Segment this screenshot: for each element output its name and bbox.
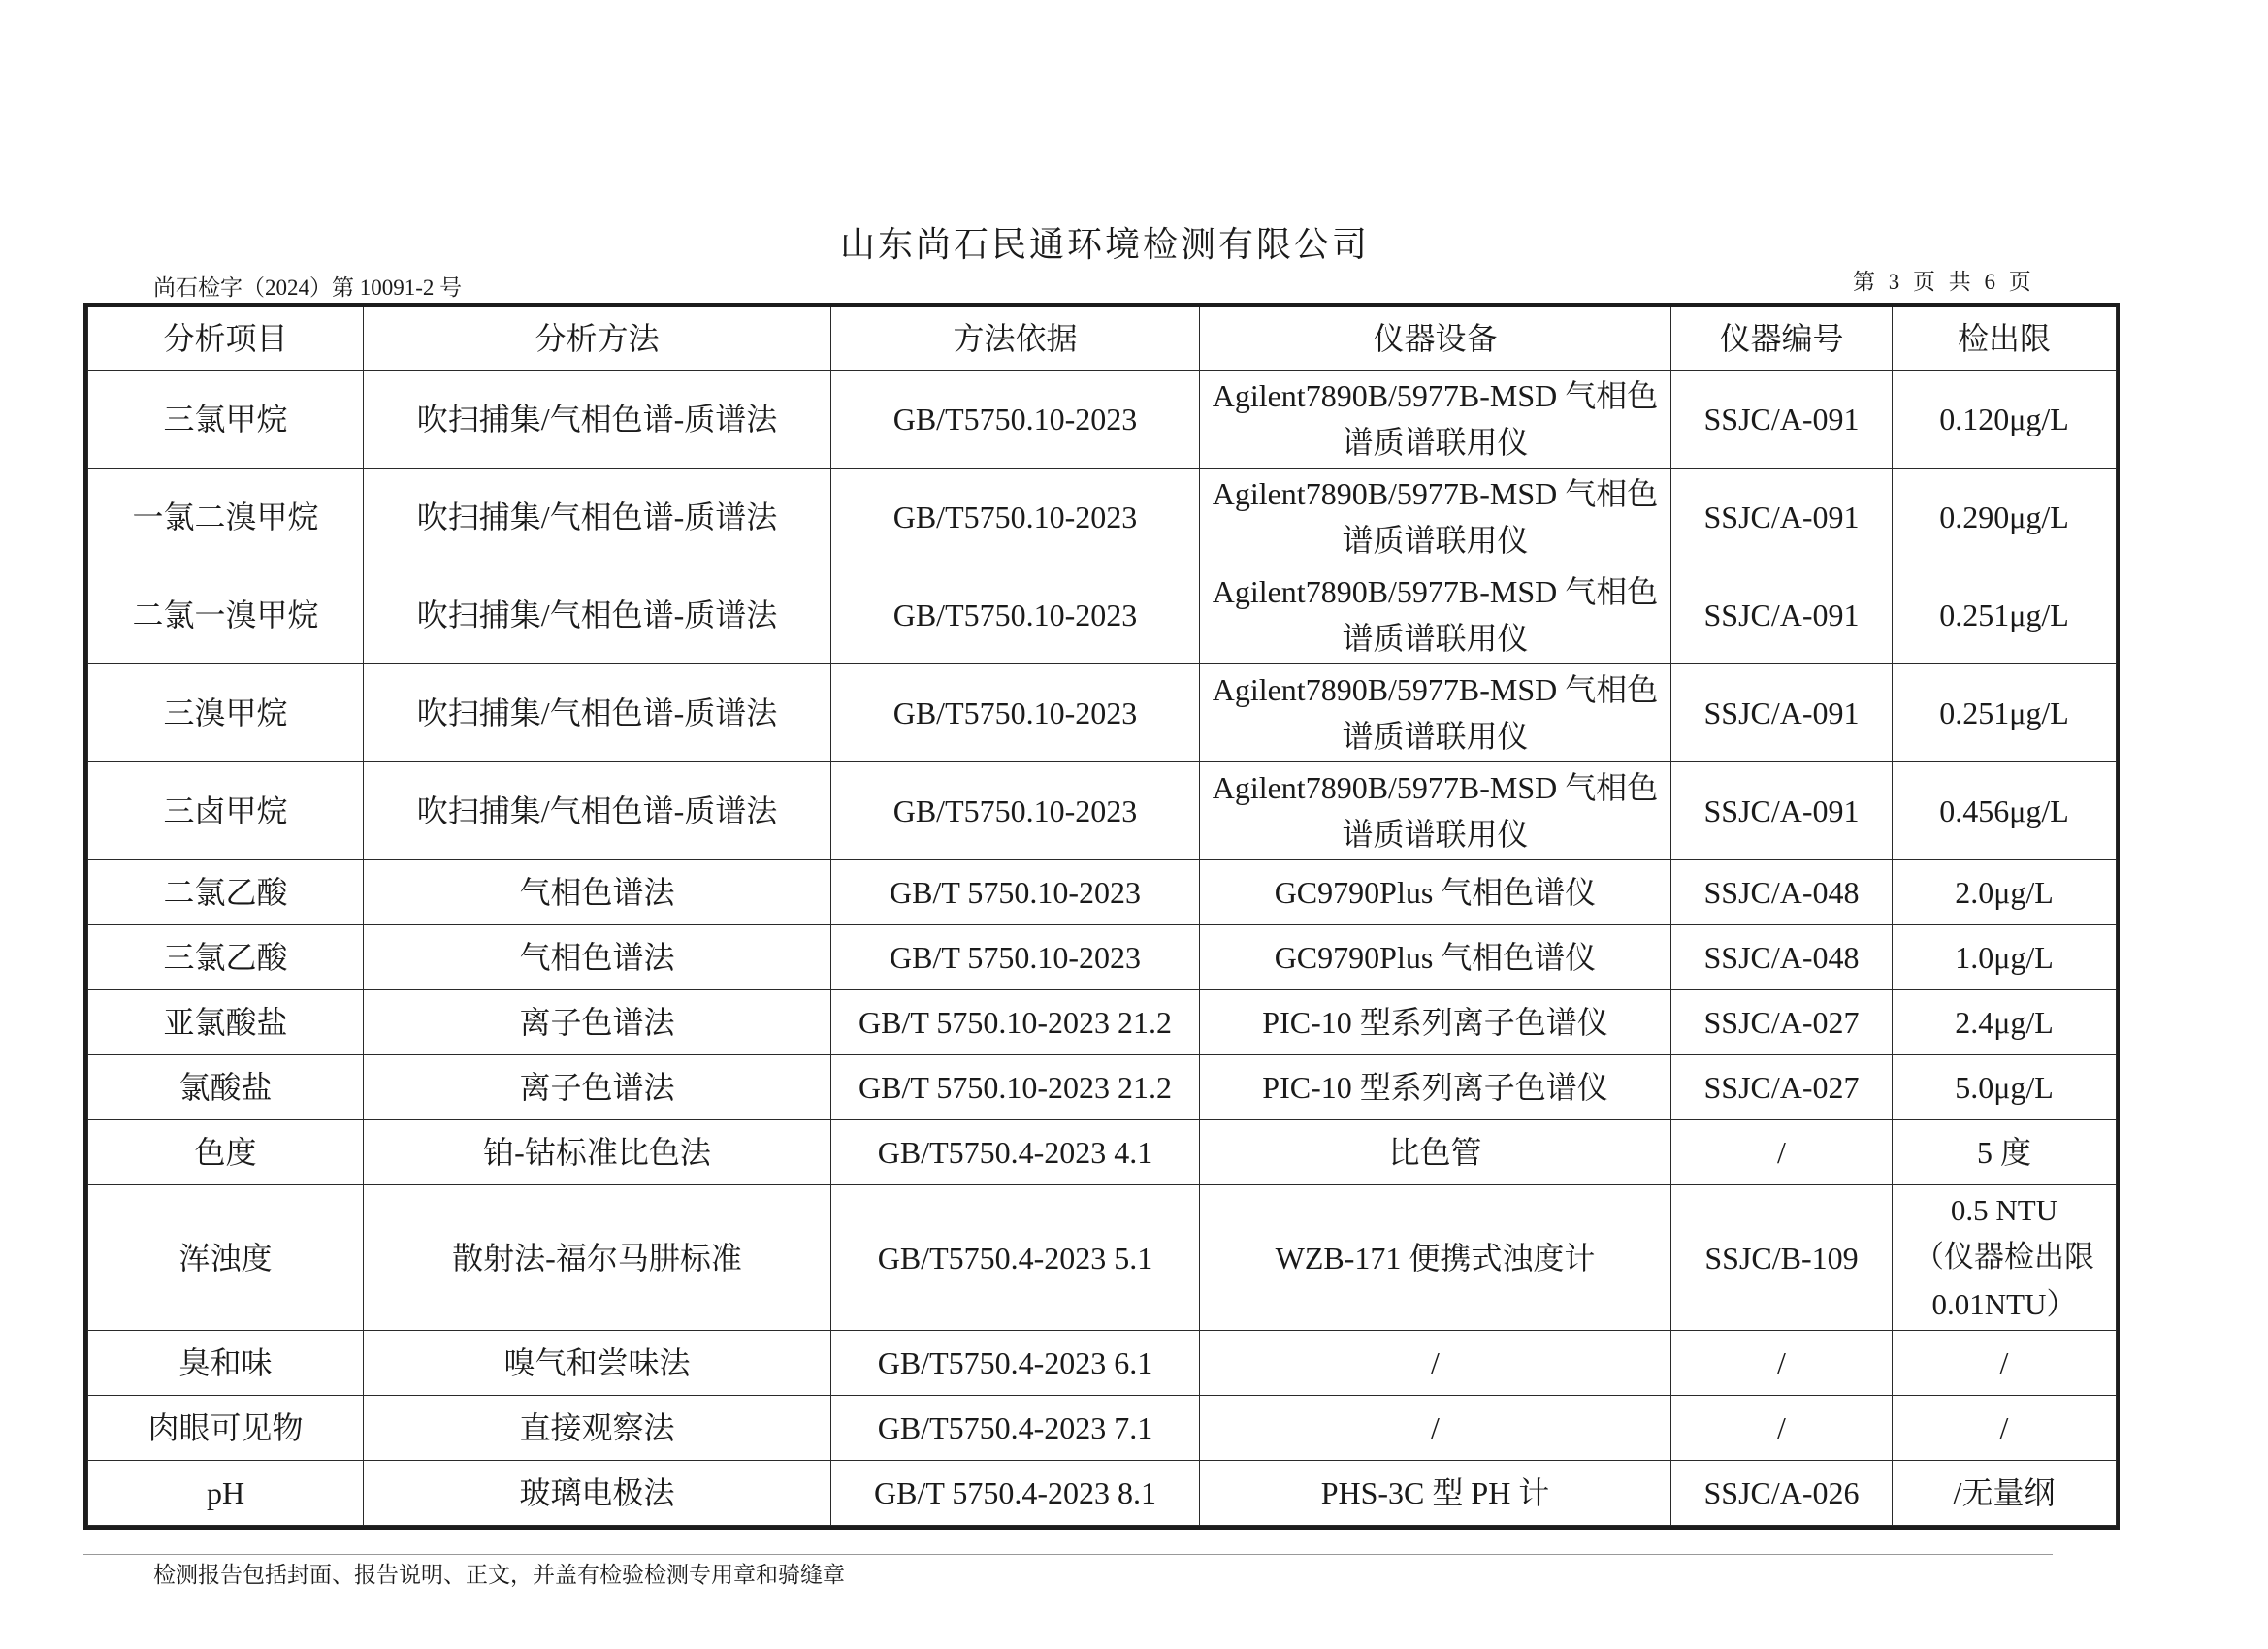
- cell-instrument-no: /: [1671, 1120, 1893, 1185]
- cell-method: 嗅气和尝味法: [364, 1331, 831, 1396]
- cell-instrument: PIC-10 型系列离子色谱仪: [1200, 1055, 1671, 1120]
- cell-method: 直接观察法: [364, 1396, 831, 1461]
- footnote: 检测报告包括封面、报告说明、正文，并盖有检验检测专用章和骑缝章: [153, 1563, 845, 1587]
- cell-limit: 5 度: [1893, 1120, 2117, 1185]
- cell-instrument: GC9790Plus 气相色谱仪: [1200, 860, 1671, 925]
- page-indicator: 第 3 页 共 6 页: [1853, 270, 2035, 294]
- limit-line: 0.5 NTU: [1950, 1193, 2058, 1228]
- cell-instrument: PHS-3C 型 PH 计: [1200, 1461, 1671, 1526]
- table-header-row: [88, 307, 2117, 371]
- cell-limit: /: [1893, 1396, 2117, 1461]
- cell-instrument: Agilent7890B/5977B-MSD 气相色谱质谱联用仪: [1200, 762, 1671, 860]
- cell-instrument: PIC-10 型系列离子色谱仪: [1200, 990, 1671, 1055]
- table-row: [88, 925, 2117, 990]
- cell-item: 三氯乙酸: [88, 925, 364, 990]
- cell-limit: 0.120μg/L: [1893, 371, 2117, 469]
- cell-method: 离子色谱法: [364, 1055, 831, 1120]
- cell-method: 吹扫捕集/气相色谱-质谱法: [364, 371, 831, 469]
- cell-item: 一氯二溴甲烷: [88, 469, 364, 566]
- cell-item: 二氯乙酸: [88, 860, 364, 925]
- cell-basis: GB/T5750.4-2023 4.1: [831, 1120, 1200, 1185]
- cell-basis: GB/T5750.10-2023: [831, 371, 1200, 469]
- header-instrument: 仪器设备: [1200, 307, 1671, 371]
- cell-item: 浑浊度: [88, 1185, 364, 1331]
- cell-basis: GB/T5750.4-2023 7.1: [831, 1396, 1200, 1461]
- cell-basis: GB/T 5750.4-2023 8.1: [831, 1461, 1200, 1526]
- cell-instrument-no: SSJC/A-091: [1671, 664, 1893, 762]
- table-row: [88, 1396, 2117, 1461]
- cell-limit: /无量纲: [1893, 1461, 2117, 1526]
- cell-instrument-no: SSJC/B-109: [1671, 1185, 1893, 1331]
- cell-instrument: Agilent7890B/5977B-MSD 气相色谱质谱联用仪: [1200, 469, 1671, 566]
- cell-method: 吹扫捕集/气相色谱-质谱法: [364, 762, 831, 860]
- analysis-table: [83, 303, 2120, 1530]
- cell-instrument: GC9790Plus 气相色谱仪: [1200, 925, 1671, 990]
- cell-item: 氯酸盐: [88, 1055, 364, 1120]
- header-basis: 方法依据: [831, 307, 1200, 371]
- cell-item: 三氯甲烷: [88, 371, 364, 469]
- table-row: [88, 664, 2117, 762]
- cell-method: 吹扫捕集/气相色谱-质谱法: [364, 566, 831, 664]
- table-row: [88, 1055, 2117, 1120]
- cell-method: 离子色谱法: [364, 990, 831, 1055]
- cell-basis: GB/T5750.10-2023: [831, 664, 1200, 762]
- footnote-divider: [83, 1554, 2053, 1555]
- table-row: [88, 371, 2117, 469]
- header-limit: 检出限: [1893, 307, 2117, 371]
- cell-item: 三卤甲烷: [88, 762, 364, 860]
- cell-instrument: Agilent7890B/5977B-MSD 气相色谱质谱联用仪: [1200, 664, 1671, 762]
- table-row: [88, 990, 2117, 1055]
- cell-method: 玻璃电极法: [364, 1461, 831, 1526]
- cell-item: pH: [88, 1461, 364, 1526]
- table-row: [88, 469, 2117, 566]
- cell-limit: 2.0μg/L: [1893, 860, 2117, 925]
- cell-basis: GB/T 5750.10-2023 21.2: [831, 990, 1200, 1055]
- cell-basis: GB/T 5750.10-2023: [831, 860, 1200, 925]
- cell-instrument-no: SSJC/A-091: [1671, 566, 1893, 664]
- cell-instrument: 比色管: [1200, 1120, 1671, 1185]
- cell-basis: GB/T 5750.10-2023: [831, 925, 1200, 990]
- cell-item: 亚氯酸盐: [88, 990, 364, 1055]
- cell-basis: GB/T5750.4-2023 5.1: [831, 1185, 1200, 1331]
- header-method: 分析方法: [364, 307, 831, 371]
- limit-line: （仪器检出限: [1914, 1240, 2094, 1275]
- cell-instrument-no: SSJC/A-091: [1671, 371, 1893, 469]
- header-instrument-no: 仪器编号: [1671, 307, 1893, 371]
- cell-instrument: Agilent7890B/5977B-MSD 气相色谱质谱联用仪: [1200, 371, 1671, 469]
- cell-item: 二氯一溴甲烷: [88, 566, 364, 664]
- table-row: [88, 1331, 2117, 1396]
- cell-instrument-no: SSJC/A-027: [1671, 990, 1893, 1055]
- cell-limit: 0.456μg/L: [1893, 762, 2117, 860]
- cell-limit: [1893, 1185, 2117, 1331]
- header-item: 分析项目: [88, 307, 364, 371]
- cell-method: 气相色谱法: [364, 860, 831, 925]
- cell-item: 臭和味: [88, 1331, 364, 1396]
- cell-instrument-no: SSJC/A-026: [1671, 1461, 1893, 1526]
- cell-method: 铂-钴标准比色法: [364, 1120, 831, 1185]
- cell-instrument-no: /: [1671, 1331, 1893, 1396]
- cell-item: 色度: [88, 1120, 364, 1185]
- table-row: [88, 566, 2117, 664]
- cell-basis: GB/T5750.10-2023: [831, 762, 1200, 860]
- cell-item: 三溴甲烷: [88, 664, 364, 762]
- table-row: [88, 1120, 2117, 1185]
- cell-method: 吹扫捕集/气相色谱-质谱法: [364, 664, 831, 762]
- cell-instrument: /: [1200, 1396, 1671, 1461]
- cell-instrument-no: SSJC/A-091: [1671, 469, 1893, 566]
- cell-limit: 0.290μg/L: [1893, 469, 2117, 566]
- table-row: [88, 1461, 2117, 1526]
- cell-instrument-no: SSJC/A-048: [1671, 925, 1893, 990]
- cell-method: 吹扫捕集/气相色谱-质谱法: [364, 469, 831, 566]
- cell-limit: 0.251μg/L: [1893, 566, 2117, 664]
- company-title: 山东尚石民通环境检测有限公司: [839, 225, 1370, 264]
- cell-method: 气相色谱法: [364, 925, 831, 990]
- cell-instrument-no: SSJC/A-091: [1671, 762, 1893, 860]
- table-row: [88, 762, 2117, 860]
- cell-basis: GB/T5750.4-2023 6.1: [831, 1331, 1200, 1396]
- cell-instrument: /: [1200, 1331, 1671, 1396]
- cell-basis: GB/T 5750.10-2023 21.2: [831, 1055, 1200, 1120]
- cell-basis: GB/T5750.10-2023: [831, 469, 1200, 566]
- limit-line: 0.01NTU）: [1931, 1286, 2077, 1321]
- cell-limit: 5.0μg/L: [1893, 1055, 2117, 1120]
- cell-instrument-no: SSJC/A-027: [1671, 1055, 1893, 1120]
- cell-instrument: WZB-171 便携式浊度计: [1200, 1185, 1671, 1331]
- table-row: [88, 1185, 2117, 1331]
- cell-method: 散射法-福尔马肼标准: [364, 1185, 831, 1331]
- cell-limit: 1.0μg/L: [1893, 925, 2117, 990]
- table-row: [88, 860, 2117, 925]
- cell-instrument-no: SSJC/A-048: [1671, 860, 1893, 925]
- cell-instrument: Agilent7890B/5977B-MSD 气相色谱质谱联用仪: [1200, 566, 1671, 664]
- cell-limit: /: [1893, 1331, 2117, 1396]
- cell-instrument-no: /: [1671, 1396, 1893, 1461]
- cell-limit: 2.4μg/L: [1893, 990, 2117, 1055]
- cell-basis: GB/T5750.10-2023: [831, 566, 1200, 664]
- cell-limit: 0.251μg/L: [1893, 664, 2117, 762]
- report-number: 尚石检字（2024）第 10091-2 号: [153, 275, 463, 300]
- cell-item: 肉眼可见物: [88, 1396, 364, 1461]
